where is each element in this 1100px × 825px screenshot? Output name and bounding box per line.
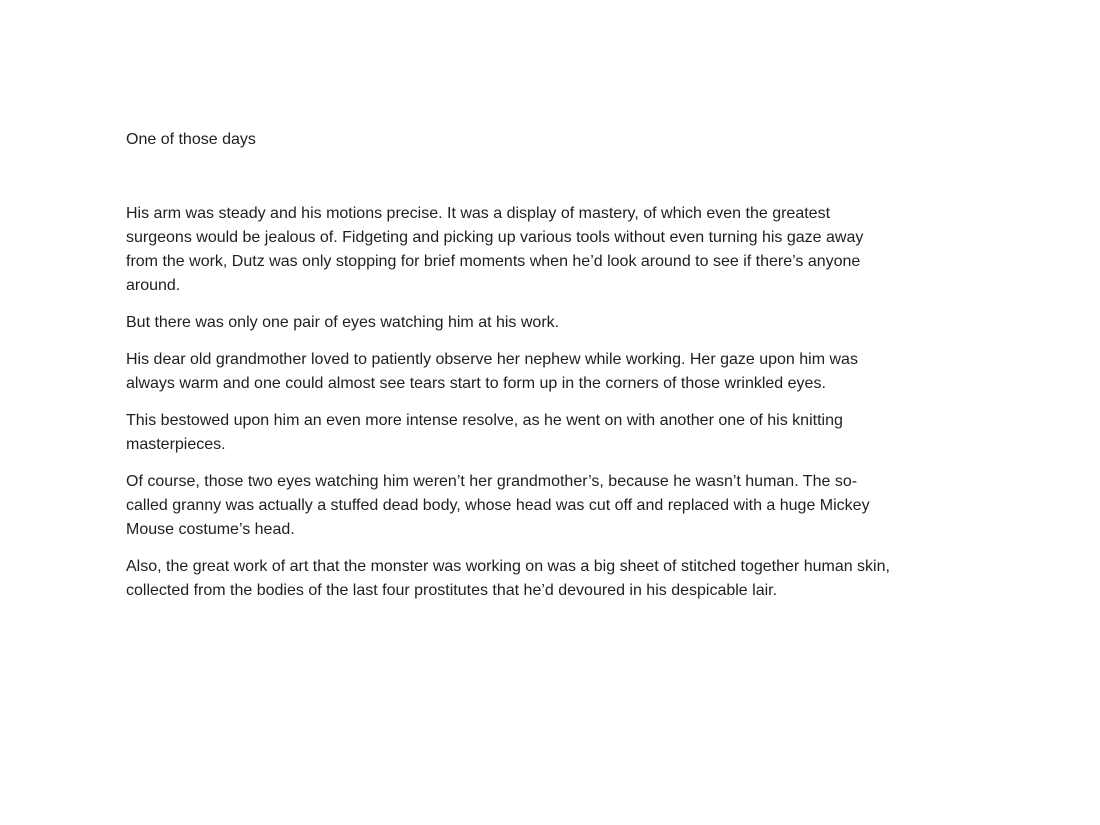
paragraph: His dear old grandmother loved to patiently observe her nephew while working. Her gaze upon him was always warm and one could almost see tears start to form up in the corners of those wrinkled eyes. bbox=[126, 351, 858, 392]
paragraph: But there was only one pair of eyes watching him at his work. bbox=[126, 314, 560, 331]
paragraph: His arm was steady and his motions precise. It was a display of mastery, of which even the greatest surgeons would be jealous of. Fidgeting and picking up various tools without even turning his gaze away from the work, Dutz was only stopping for brief moments when he’d look around to see if there’s anyone around. bbox=[126, 205, 864, 294]
document-title: One of those days bbox=[126, 131, 256, 148]
paragraph: Also, the great work of art that the monster was working on was a big sheet of stitched together human skin, collected from the bodies of the last four prostitutes that he’d devoured in his despicable lair. bbox=[126, 558, 890, 599]
story-body bbox=[126, 202, 896, 603]
document-page bbox=[126, 126, 896, 616]
paragraph: This bestowed upon him an even more intense resolve, as he went on with another one of his knitting masterpieces. bbox=[126, 412, 843, 453]
paragraph: Of course, those two eyes watching him weren’t her grandmother’s, because he wasn’t human. The so-called granny was actually a stuffed dead body, whose head was cut off and replaced with a huge Mickey Mouse costume’s head. bbox=[126, 473, 870, 538]
